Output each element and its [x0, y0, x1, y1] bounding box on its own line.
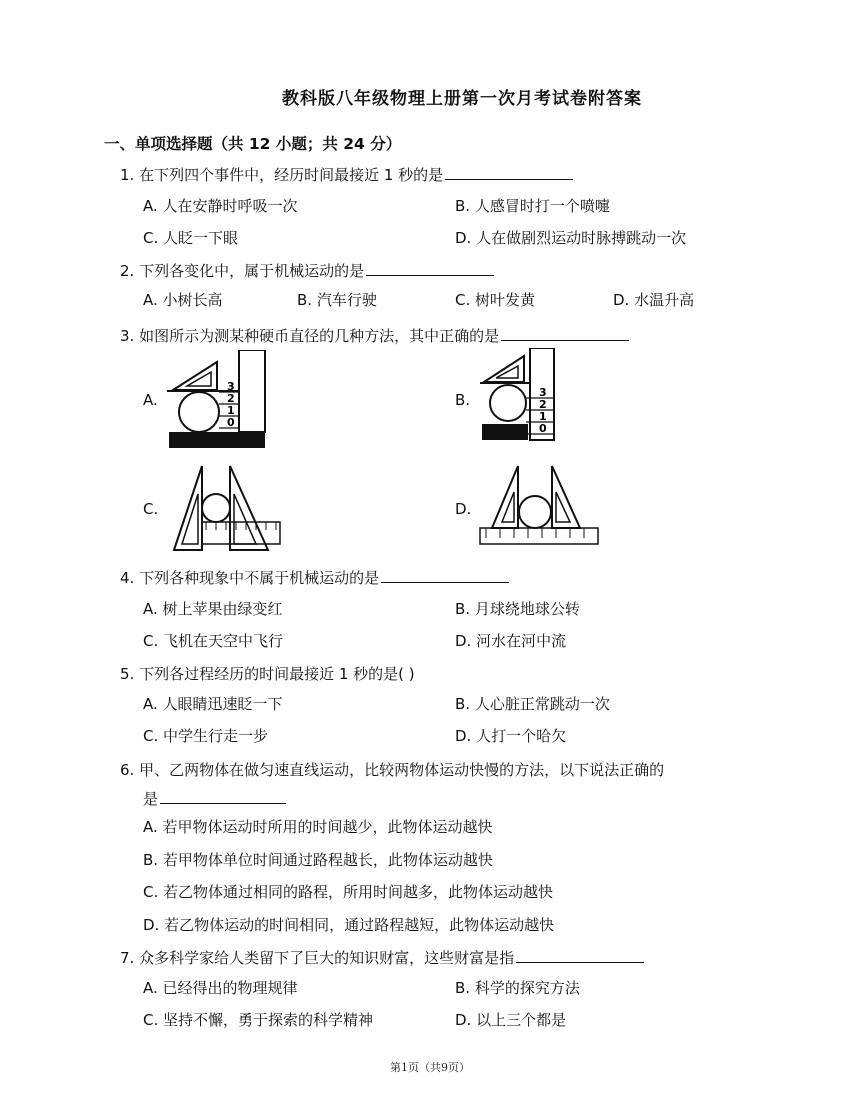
question-6-option-d[interactable]: D. 若乙物体运动的时间相同，通过路程越短，此物体运动越快 [143, 916, 555, 934]
figure-a-coin-measurement [167, 350, 267, 450]
question-4-option-a[interactable]: A. 树上苹果由绿变红 [143, 600, 283, 618]
figure-b-coin-measurement [478, 348, 558, 446]
question-2-option-b[interactable]: B. 汽车行驶 [297, 291, 377, 309]
question-1-stem: 1. 在下列四个事件中，经历时间最接近 1 秒的是 [120, 164, 573, 185]
question-2-stem: 2. 下列各变化中，属于机械运动的是 [120, 260, 494, 281]
question-4-stem: 4. 下列各种现象中不属于机械运动的是 [120, 567, 509, 588]
figure-b-tick-1: 1 [539, 410, 547, 423]
section-heading: 一、单项选择题（共 12 小题；共 24 分） [104, 135, 402, 153]
figure-a-tick-2: 2 [227, 392, 235, 405]
question-3-option-d[interactable]: D. [455, 500, 472, 518]
question-3-option-c[interactable]: C. [143, 500, 159, 518]
question-6-stem: 6. 甲、乙两物体在做匀速直线运动，比较两物体运动快慢的方法，以下说法正确的 [120, 761, 665, 779]
figure-a-tick-0: 0 [227, 416, 235, 429]
question-7-option-c[interactable]: C. 坚持不懈，勇于探索的科学精神 [143, 1011, 374, 1029]
question-3-stem: 3. 如图所示为测某种硬币直径的几种方法，其中正确的是 [120, 325, 629, 346]
question-5-option-a[interactable]: A. 人眼睛迅速眨一下 [143, 695, 283, 713]
question-5-option-c[interactable]: C. 中学生行走一步 [143, 727, 269, 745]
figure-c-coin-measurement [168, 462, 282, 554]
question-7-stem: 7. 众多科学家给人类留下了巨大的知识财富，这些财富是指 [120, 947, 644, 968]
question-7-option-a[interactable]: A. 已经得出的物理规律 [143, 979, 298, 997]
figure-b-tick-3: 3 [539, 386, 547, 399]
question-7-option-b[interactable]: B. 科学的探究方法 [455, 979, 580, 997]
page-title: 教科版八年级物理上册第一次月考试卷附答案 [282, 89, 642, 109]
question-4-option-b[interactable]: B. 月球绕地球公转 [455, 600, 580, 618]
page-footer: 第1页（共9页） [390, 1061, 470, 1074]
question-5-option-d[interactable]: D. 人打一个哈欠 [455, 727, 567, 745]
question-3-option-a[interactable]: A. [143, 391, 158, 409]
question-2-option-a[interactable]: A. 小树长高 [143, 291, 223, 309]
question-6-option-b[interactable]: B. 若甲物体单位时间通过路程越长，此物体运动越快 [143, 851, 493, 869]
question-2-option-c[interactable]: C. 树叶发黄 [455, 291, 536, 309]
question-6-option-c[interactable]: C. 若乙物体通过相同的路程，所用时间越多，此物体运动越快 [143, 883, 554, 901]
question-6-stem-continued: 是 [143, 788, 286, 809]
figure-b-tick-0: 0 [539, 422, 547, 435]
question-7-option-d[interactable]: D. 以上三个都是 [455, 1011, 567, 1029]
question-1-option-d[interactable]: D. 人在做剧烈运动时脉搏跳动一次 [455, 229, 687, 247]
question-1-option-c[interactable]: C. 人眨一下眼 [143, 229, 239, 247]
question-1-option-b[interactable]: B. 人感冒时打一个喷嚏 [455, 197, 610, 215]
question-4-option-d[interactable]: D. 河水在河中流 [455, 632, 567, 650]
question-1-option-a[interactable]: A. 人在安静时呼吸一次 [143, 197, 298, 215]
question-2-option-d[interactable]: D. 水温升高 [613, 291, 695, 309]
figure-a-tick-1: 1 [227, 404, 235, 417]
figure-b-tick-2: 2 [539, 398, 547, 411]
figure-d-coin-measurement [478, 464, 600, 548]
question-6-option-a[interactable]: A. 若甲物体运动时所用的时间越少，此物体运动越快 [143, 818, 493, 836]
figure-a-tick-3: 3 [227, 380, 235, 393]
question-5-option-b[interactable]: B. 人心脏正常跳动一次 [455, 695, 610, 713]
question-3-option-b[interactable]: B. [455, 391, 471, 409]
question-4-option-c[interactable]: C. 飞机在天空中飞行 [143, 632, 284, 650]
question-5-stem: 5. 下列各过程经历的时间最接近 1 秒的是( ) [120, 665, 415, 683]
